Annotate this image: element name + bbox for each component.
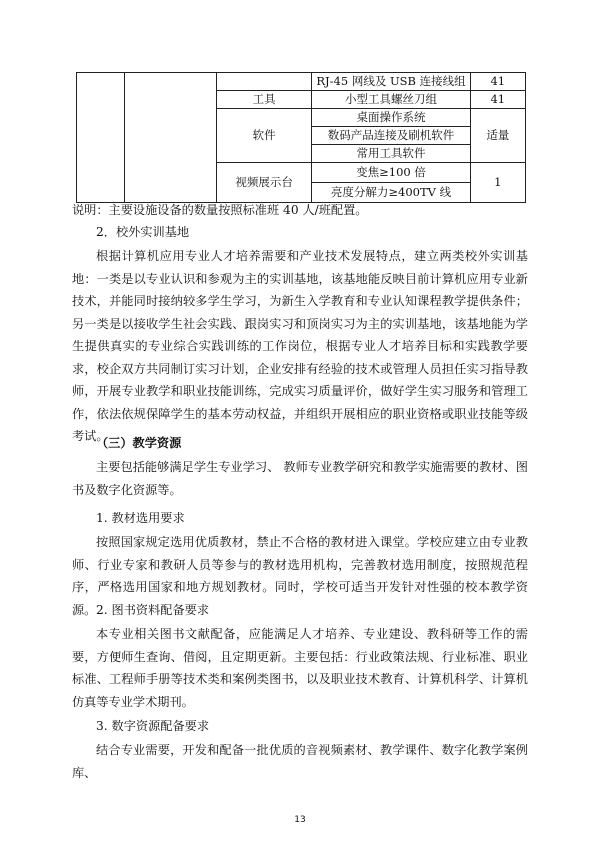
table-cell-qty: 41: [470, 91, 525, 109]
table-cell-qty: 适量: [470, 109, 525, 163]
equipment-table: [76, 72, 526, 203]
paragraph: 结合专业需要，开发和配备一批优质的音视频素材、教学课件、数字化教学案例库、: [72, 743, 528, 780]
table-cell-spec: 数码产品连接及刷机软件: [312, 127, 470, 145]
paragraph: 本专业相关图书文献配备，应能满足人才培养、专业建设、教科研等工作的需要，方便师生查询、借阅，且定期更新。主要包括：行业政策法规、行业标准、职业标准、工程师手册等技术类和案例类图书，以及职业技术教育、计算机科学、计算机仿真等专业学术期刊。: [72, 627, 528, 709]
table-cell-spec: 桌面操作系统: [312, 109, 470, 127]
paragraph: 主要包括能够满足学生专业学习、 教师专业教学研究和教学实施需要的教材、图书及数字化资源等。: [72, 460, 528, 497]
table-cell-empty: [125, 73, 217, 203]
paragraph: 根据计算机应用专业人才培养需要和产业技术发展特点，建立两类校外实训基地：一类是以专业认识和参观为主的实训基地，该基地能反映目前计算机应用专业新技术，并能同时接纳较多学生学习，为新生入学教育和专业认知课程教学提供条件；另一类是以接收学生社会实践、跟岗实习和顶岗实习为主的实训基地，该基地能为学生提供真实的专业综合实践训练的工作岗位，根据专业人才培养目标和实践教学要求，校企双方共同制订实习计划，企业安排有经验的技术或管理人员担任实习指导教师，开展专业教学和职业技能训练，完成实习质量评价，做好学生实习服务和管理工作，依法依规保障学生的基本劳动权益，并组织开展相应的职业资格或职业技能等级考试。: [72, 249, 528, 443]
table-cell-item: 软件: [216, 109, 312, 163]
subsection-title: 1. 教材选用要求: [96, 511, 185, 525]
subsection-title: 3. 数字资源配备要求: [96, 719, 210, 733]
table-cell-empty: [77, 73, 125, 203]
table-cell-item: 工具: [216, 91, 312, 109]
table-cell-spec: 亮度分解力≥400TV 线: [312, 183, 470, 203]
section-title: 2．校外实训基地: [96, 225, 190, 239]
table-cell-item: [216, 73, 312, 91]
table-cell-qty: 1: [470, 163, 525, 203]
table-cell-spec: RJ-45 网线及 USB 连接线组: [312, 73, 470, 91]
table-cell-item: 视频展示台: [216, 163, 312, 203]
paragraph: 按照国家规定选用优质教材，禁止不合格的教材进入课堂。学校应建立由专业教师、行业专家和教研人员等参与的教材选用机构，完善教材选用制度，按照规范程序，严格选用国家和地方规划教材。同时，学校可适当开发针对性强的校本教学资源。: [72, 535, 528, 617]
page-number: 13: [294, 815, 306, 825]
table-cell-spec: 常用工具软件: [312, 145, 470, 163]
subsection-title: 2. 图书资料配备要求: [96, 603, 210, 617]
section-heading: （三）教学资源: [96, 436, 182, 450]
table-note: 说明：主要设施设备的数量按照标准班 40 人/班配置。: [72, 203, 368, 217]
table-cell-spec: 变焦≥100 倍: [312, 163, 470, 183]
table-cell-spec: 小型工具螺丝刀组: [312, 91, 470, 109]
table-row: [77, 73, 526, 91]
table-cell-qty: 41: [470, 73, 525, 91]
